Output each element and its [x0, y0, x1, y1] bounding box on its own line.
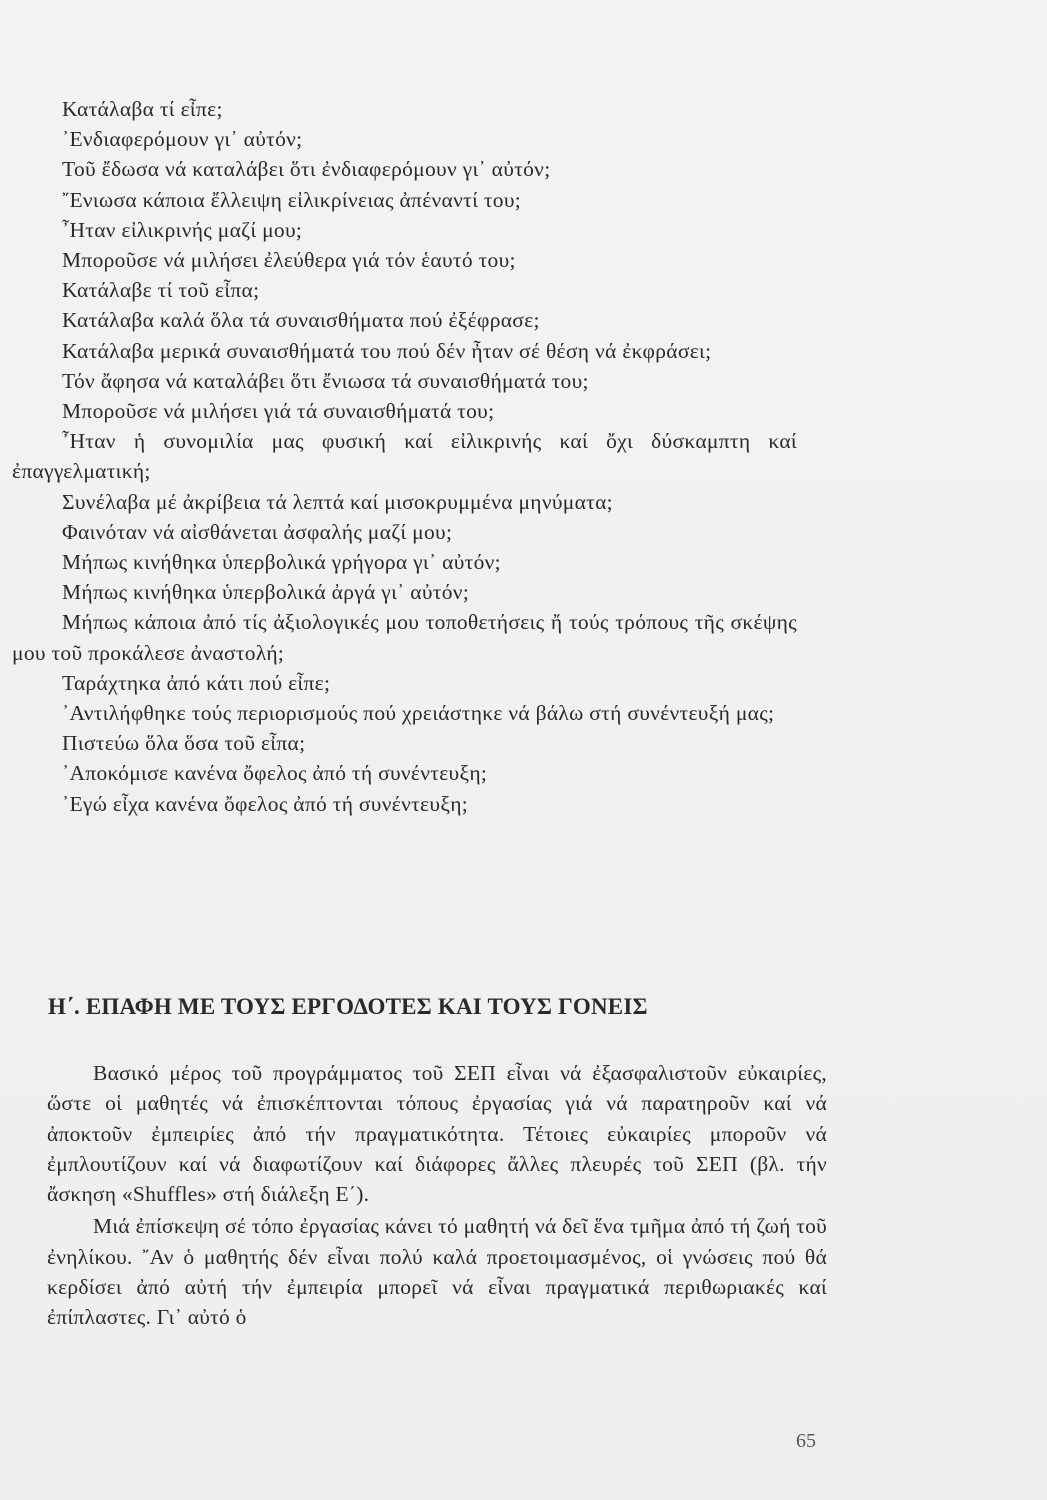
question-item: Μήπως κάποια ἀπό τίς ἀξιολογικές μου τοποθετήσεις ἤ τούς τρόπους τῆς σκέψης μου τοῦ προκάλεσε ἀναστολή;	[12, 610, 797, 665]
question-item: ᾿Ενδιαφερόμουν γι᾿ αὐτόν;	[62, 127, 303, 152]
self-evaluation-question-list	[12, 94, 797, 819]
section-body	[47, 1058, 827, 1335]
question-item: ῎Ενιωσα κάποια ἔλλειψη εἰλικρίνειας ἀπέναντί του;	[62, 187, 522, 212]
question-item: Ταράχτηκα ἀπό κάτι πού εἶπε;	[62, 670, 331, 695]
question-item: Τοῦ ἔδωσα νά καταλάβει ὅτι ἐνδιαφερόμουν γι᾿ αὐτόν;	[62, 157, 551, 182]
question-item: Κατάλαβα μερικά συναισθήματά του πού δέν ἦταν σέ θέση νά ἐκφράσει;	[62, 338, 712, 363]
page-number: 65	[796, 1430, 816, 1452]
question-item: Κατάλαβε τί τοῦ εἶπα;	[62, 278, 260, 303]
question-item: ᾿Αποκόμισε κανένα ὄφελος ἀπό τή συνέντευξη;	[62, 761, 488, 786]
question-item: ῏Ηταν ἡ συνομιλία μας φυσική καί εἰλικρινής καί ὄχι δύσκαμπτη καί ἐπαγγελματική;	[12, 429, 797, 484]
body-paragraph: Βασικό μέρος τοῦ προγράμματος τοῦ ΣΕΠ εἶναι νά ἐξασφαλιστοῦν εὐκαιρίες, ὥστε οἱ μαθητές νά ἐπισκέπτονται τόπους ἐργασίας γιά νά παρατηροῦν καί νά ἀποκτοῦν ἐμπειρίες ἀπό τήν πραγματικότητα. Τέτοιες εὐκαιρίες μποροῦν νά ἐμπλουτίζουν καί νά διαφωτίζουν καί διάφορες ἄλλες πλευρές τοῦ ΣΕΠ (βλ. τήν ἄσκηση «Shuffles» στή διάλεξη Ε΄).	[47, 1061, 827, 1207]
question-item: Κατάλαβα τί εἶπε;	[62, 97, 223, 121]
question-item: Μποροῦσε νά μιλήσει ἐλεύθερα γιά τόν ἑαυτό του;	[62, 248, 516, 273]
question-item: Συνέλαβα μέ ἀκρίβεια τά λεπτά καί μισοκρυμμένα μηνύματα;	[62, 489, 613, 514]
question-item: Φαινόταν νά αἰσθάνεται ἀσφαλής μαζί μου;	[62, 519, 453, 544]
section-heading: Η΄. ΕΠΑΦΗ ΜΕ ΤΟΥΣ ΕΡΓΟΔΟΤΕΣ ΚΑΙ ΤΟΥΣ ΓΟΝΕΙΣ	[48, 994, 648, 1019]
question-item: Πιστεύω ὅλα ὅσα τοῦ εἶπα;	[62, 731, 306, 756]
question-item: Κατάλαβα καλά ὅλα τά συναισθήματα πού ἐξέφρασε;	[62, 308, 540, 333]
question-item: Μήπως κινήθηκα ὑπερβολικά γρήγορα γι᾿ αὐτόν;	[62, 550, 501, 575]
body-paragraph: Μιά ἐπίσκεψη σέ τόπο ἐργασίας κάνει τό μαθητή νά δεῖ ἕνα τμῆμα ἀπό τή ζωή τοῦ ἐνηλίκου. ῎Αν ὁ μαθητής δέν εἶναι πολύ καλά προετοιμασμένος, οἱ γνώσεις πού θά κερδίσει ἀπό αὐτή τήν ἐμπειρία μπορεῖ νά εἶναι πραγματικά περιθωριακές καί ἐπίπλαστες. Γι᾿ αὐτό ὁ	[47, 1214, 827, 1330]
question-item: Μήπως κινήθηκα ὑπερβολικά ἀργά γι᾿ αὐτόν;	[62, 580, 470, 605]
question-item: ᾿Εγώ εἶχα κανένα ὄφελος ἀπό τή συνέντευξη;	[62, 791, 469, 816]
question-item: ᾿Αντιλήφθηκε τούς περιορισμούς πού χρειάστηκε νά βάλω στή συνέντευξή μας;	[62, 701, 775, 726]
question-item: Τόν ἄφησα νά καταλάβει ὅτι ἔνιωσα τά συναισθήματά του;	[62, 368, 589, 393]
question-item: ῏Ηταν εἰλικρινής μαζί μου;	[62, 217, 303, 242]
question-item: Μποροῦσε νά μιλήσει γιά τά συναισθήματά του;	[62, 399, 495, 424]
